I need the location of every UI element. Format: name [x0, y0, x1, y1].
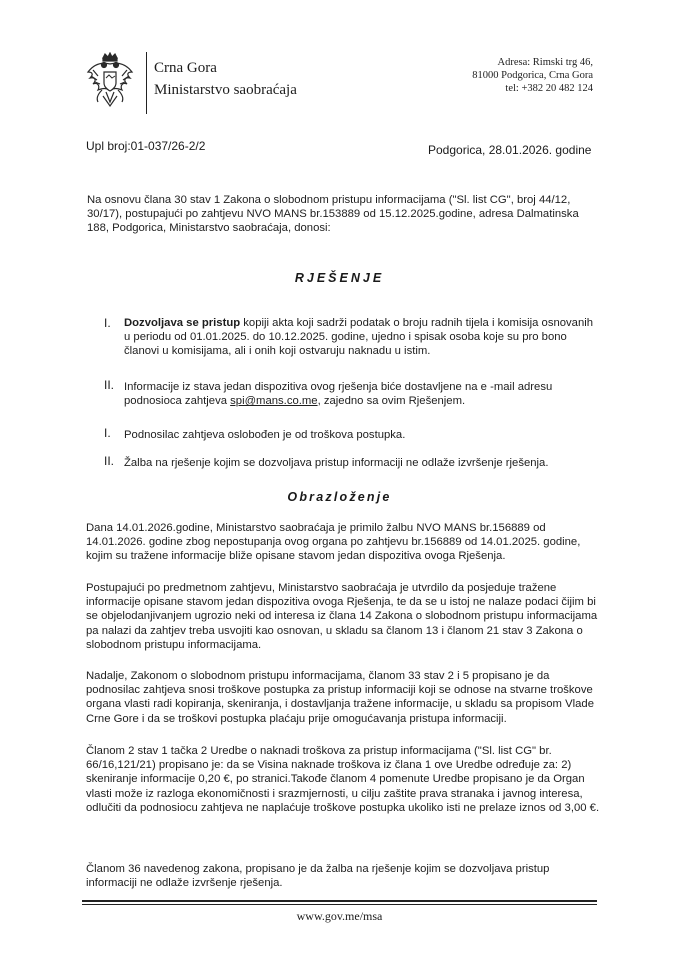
reasoning-paragraph: Nadalje, Zakonom o slobodnom pristupu informacijama, članom 33 stav 2 i 5 propisano je da podnosilac zahtjeva snosi troškove postupka za pristup informaciji koji se odnose na stvarne troškove organa vlasti radi kopiranja, skeniranja, i dostavljanja tražene informacije, u skladu sa propisom Vlade Crne Gore i da se troškovi postupka plaćaju prije omogućavanja pristupa informaciji.	[86, 670, 595, 725]
org-ministry: Ministarstvo saobraćaja	[154, 82, 297, 98]
item-bold-lead: Dozvoljava se pristup	[124, 317, 241, 329]
document-title: RJEŠENJE	[294, 271, 385, 285]
footer-rule	[82, 904, 597, 905]
item-numeral: II.	[104, 454, 115, 468]
item-text: kopiji akta koji sadrži podatak o broju radnih tijela i komisija osnovanih u periodu od 01.01.2025. do 10.12.2025. godine, ujedno i spisak osoba koje su pro bono članovi u komisijama, ali i onih koji ostvaruju naknadu u istim.	[124, 317, 594, 358]
org-country: Crna Gora	[154, 60, 217, 76]
reasoning-paragraph: Članom 36 navedenog zakona, propisano je da žalba na rješenje kojim se dozvoljava pristup informaciji ne odlaže izvršenje rješenja.	[86, 863, 550, 890]
address-phone: tel: +382 20 482 124	[505, 83, 593, 94]
item-numeral: I.	[104, 316, 111, 330]
reference-number: Upl broj:01-037/26-2/2	[86, 139, 206, 153]
item-numeral: I.	[104, 426, 111, 440]
address-block	[472, 56, 593, 95]
footer-rule	[82, 900, 597, 902]
reasoning-paragraph: Članom 2 stav 1 tačka 2 Uredbe o naknadi troškova za pristup informacijama ("Sl. list CG" br. 66/16,121/21) propisano je: da se Visina naknade troškova iz člana 1 ove Uredbe određuje za: 2) skeniranje informacije 0,20 €, po stranici.Takođe članom 4 pomenute Uredbe propisano je da Organ vlasti može iz razloga ekonomičnosti i srazmjernosti, u cilju zaštite prava stranaka i javnog interesa, odlučiti da podnosiocu zahtjeva ne naplaćuje troškove postupka ukoliko isti ne prelaze iznos od 3,00 €.	[86, 745, 600, 814]
address-city: 81000 Podgorica, Crna Gora	[472, 70, 593, 81]
decision-item: Podnosilac zahtjeva oslobođen je od troškova postupka.	[124, 429, 406, 441]
footer-website[interactable]: www.gov.me/msa	[296, 909, 383, 923]
coat-of-arms-icon	[84, 52, 136, 108]
document-date: Podgorica, 28.01.2026. godine	[428, 143, 592, 157]
decision-item	[124, 316, 602, 359]
intro-paragraph: Na osnovu člana 30 stav 1 Zakona o slobodnom pristupu informacijama ("Sl. list CG", broj 44/12, 30/17), postupajući po zahtjevu NVO MANS br.153889 od 15.12.2025.godine, adresa Dalmatinska 188, Podgorica, Ministarstvo saobraćaja, donosi:	[87, 194, 579, 235]
address-street: Adresa: Rimski trg 46,	[497, 57, 593, 68]
reasoning-paragraph: Dana 14.01.2026.godine, Ministarstvo saobraćaja je primilo žalbu NVO MANS br.156889 od 14.01.2026. godine zbog nepostupanja ovog organa po zahtjevu br.156889 od 14.01.2025. godine, kojim su tražene informacije bliže opisane stavom jedan dispozitiva ovoga Rješenja.	[86, 522, 581, 563]
reasoning-title: Obrazloženje	[287, 490, 392, 504]
organization-name	[154, 57, 297, 101]
item-numeral: II.	[104, 378, 115, 392]
email-link[interactable]: spi@mans.co.me	[230, 395, 318, 408]
reasoning-paragraph: Postupajući po predmetnom zahtjevu, Ministarstvo saobraćaja je utvrdilo da posjeduje tražene informacije opisane stavom jedan dispozitiva ovoga Rješenja, te da se u istoj ne nalaze podaci čijim bi se objelodanjivanjem ugrozio neki od interesa iz člana 14 Zakona o slobodnom pristupu informacijama pa nalazi da zahtjev treba usvojiti kao osnovan, u skladu sa članom 13 i članom 21 stav 3 Zakona o slobodnom pristupu informacijama.	[86, 582, 598, 651]
decision-item	[124, 380, 602, 408]
item-text: Informacije iz stava jedan dispozitiva ovog rješenja biće dostavljene na e -mail adresu podnosioca zahtjeva	[124, 381, 553, 408]
item-text: , zajedno sa ovim Rješenjem.	[317, 395, 466, 408]
decision-item: Žalba na rješenje kojim se dozvoljava pristup informaciji ne odlaže izvršenje rješenja.	[124, 457, 549, 469]
header-divider	[146, 52, 147, 114]
